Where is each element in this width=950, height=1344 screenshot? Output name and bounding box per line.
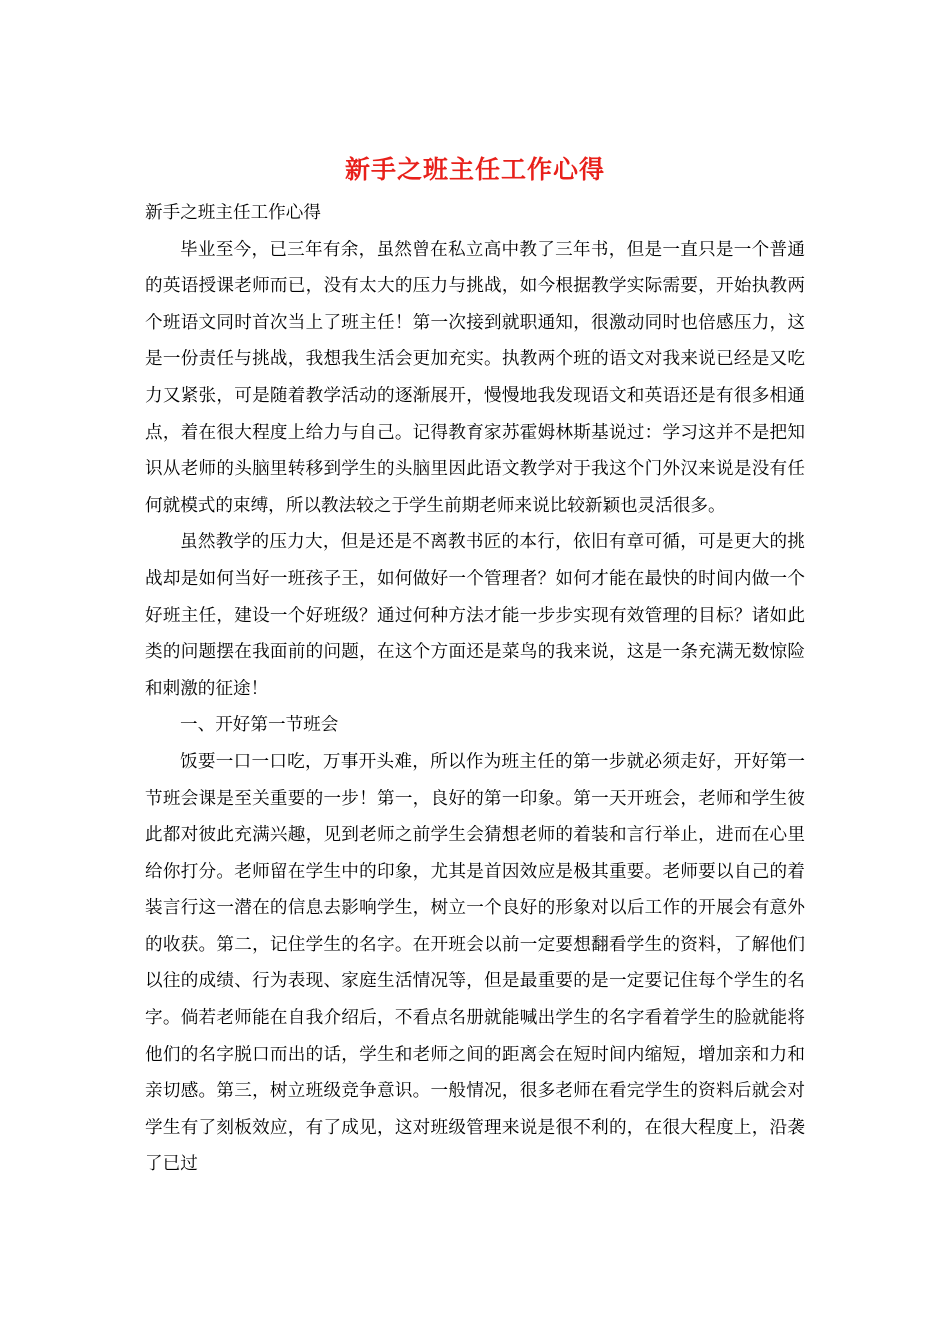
paragraph-3: 饭要一口一口吃，万事开头难，所以作为班主任的第一步就必须走好，开好第一节班会课是至关重要的一步！第一，良好的第一印象。第一天开班会，老师和学生彼此都对彼此充满兴趣，见到老师之前学生会猜想老师的着装和言行举止，进而在心里给你打分。老师留在学生中的印象，尤其是首因效应是极其重要。老师要以自己的着装言行这一潜在的信息去影响学生，树立一个良好的形象对以后工作的开展会有意外的收获。第二，记住学生的名字。在开班会以前一定要想翻看学生的资料，了解他们以往的成绩、行为表现、家庭生活情况等，但是最重要的是一定要记住每个学生的名字。倘若老师能在自我介绍后，不看点名册就能喊出学生的名字看着学生的脸就能将他们的名字脱口而出的话，学生和老师之间的距离会在短时间内缩短，增加亲和力和亲切感。第三，树立班级竞争意识。一般情况，很多老师在看完学生的资料后就会对学生有了刻板效应，有了成见，这对班级管理来说是很不利的，在很大程度上，沿袭了已过 xyxy=(145,751,805,1175)
paragraph-1: 毕业至今，已三年有余，虽然曾在私立高中教了三年书，但是一直只是一个普通的英语授课老师而已，没有太大的压力与挑战，如今根据教学实际需要，开始执教两个班语文同时首次当上了班主任！第一次接到就职通知，很激动同时也倍感压力，这是一份责任与挑战，我想我生活会更加充实。执教两个班的语文对我来说已经是又吃力又紧张，可是随着教学活动的逐渐展开，慢慢地我发现语文和英语还是有很多相通点，着在很大程度上给力与自己。记得教育家苏霍姆林斯基说过：学习这并不是把知识从老师的头脑里转移到学生的头脑里因此语文教学对于我这个门外汉来说是没有任何就模式的束缚，所以教法较之于学生前期老师来说比较新颖也灵活很多。 xyxy=(145,239,805,516)
section-heading-1: 一、开好第一节班会 xyxy=(180,715,339,736)
document-body xyxy=(145,195,805,1183)
paragraph-2: 虽然教学的压力大，但是还是不离教书匠的本行，依旧有章可循，可是更大的挑战却是如何当好一班孩子王，如何做好一个管理者？如何才能在最快的时间内做一个好班主任，建设一个好班级？通过何种方法才能一步步实现有效管理的目标？诸如此类的问题摆在我面前的问题，在这个方面还是菜鸟的我来说，这是一条充满无数惊险和刺激的征途！ xyxy=(145,532,805,699)
document-title: 新手之班主任工作心得 xyxy=(344,155,605,184)
document-subtitle: 新手之班主任工作心得 xyxy=(145,203,321,223)
